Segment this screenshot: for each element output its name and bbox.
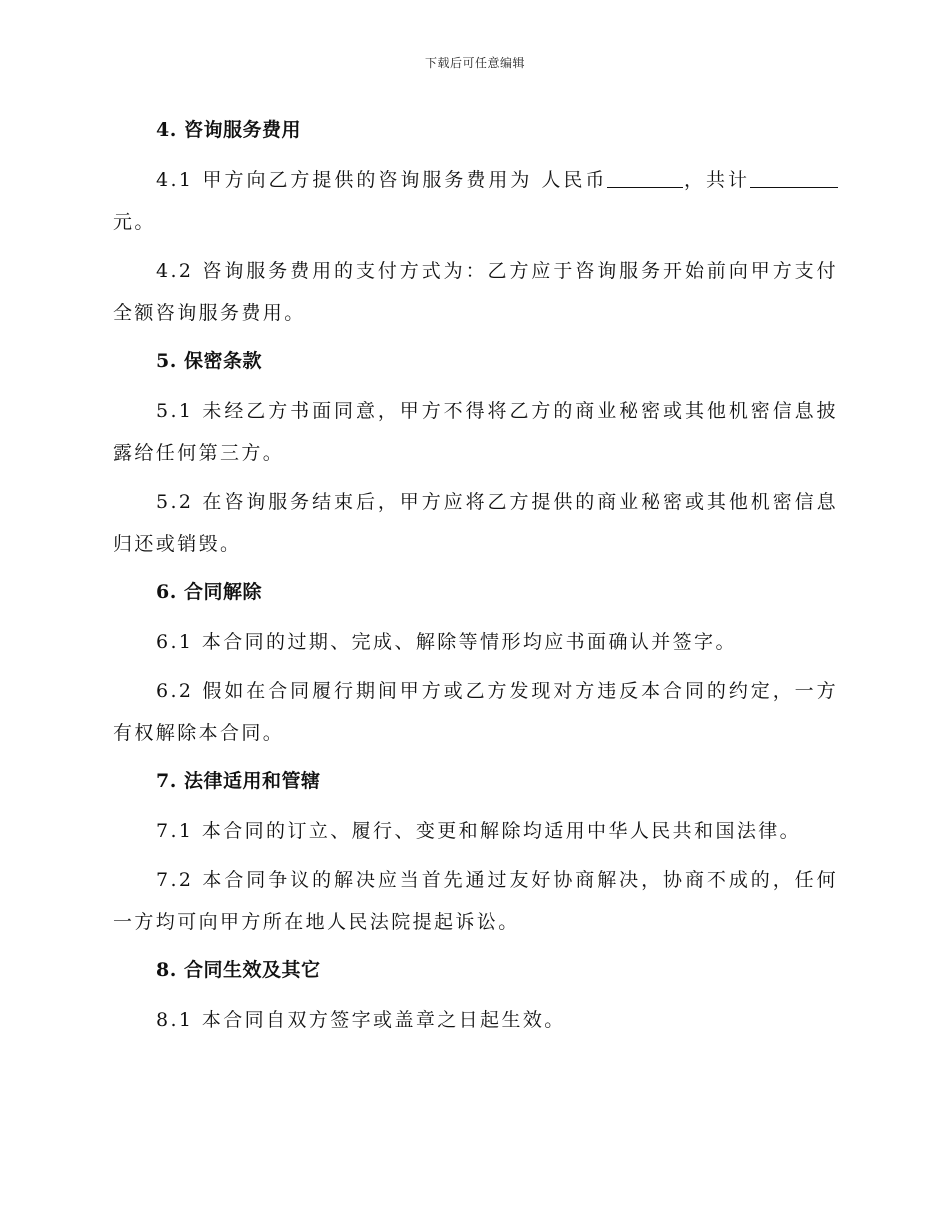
clause-7-2: 7.2 本合同争议的解决应当首先通过友好协商解决，协商不成的，任何一方均可向甲方所在地人民法院提起诉讼。 [113,869,838,933]
total-amount-blank [750,165,838,188]
clause-6-2: 6.2 假如在合同履行期间甲方或乙方发现对方违反本合同的约定，一方有权解除本合同。 [113,680,838,744]
clause-6-1: 6.1 本合同的过期、完成、解除等情形均应书面确认并签字。 [156,631,737,653]
section-4-title: 4. 咨询服务费用 [156,119,301,141]
clause-8-1: 8.1 本合同自双方签字或盖章之日起生效。 [156,1009,566,1031]
clause-4-1-text-b: ，共计 [683,169,751,191]
document-body [113,110,838,1041]
clause-4-1-text-a: 4.1 甲方向乙方提供的咨询服务费用为 人民币 [156,169,608,191]
section-6-title: 6. 合同解除 [156,581,262,603]
clause-4-1 [113,159,838,243]
clause-4-2: 4.2 咨询服务费用的支付方式为：乙方应于咨询服务开始前向甲方支付全额咨询服务费用。 [113,260,838,324]
amount-rmb-blank [607,165,683,188]
section-5-title: 5. 保密条款 [156,350,262,372]
page-header: 下载后可任意编辑 [424,56,525,70]
clause-5-1: 5.1 未经乙方书面同意，甲方不得将乙方的商业秘密或其他机密信息披露给任何第三方。 [113,400,838,464]
clause-7-1: 7.1 本合同的订立、履行、变更和解除均适用中华人民共和国法律。 [156,820,802,842]
clause-4-1-text-c: 元。 [113,211,156,233]
clause-5-2: 5.2 在咨询服务结束后，甲方应将乙方提供的商业秘密或其他机密信息归还或销毁。 [113,491,838,555]
section-8-title: 8. 合同生效及其它 [156,959,321,981]
section-7-title: 7. 法律适用和管辖 [156,770,321,792]
